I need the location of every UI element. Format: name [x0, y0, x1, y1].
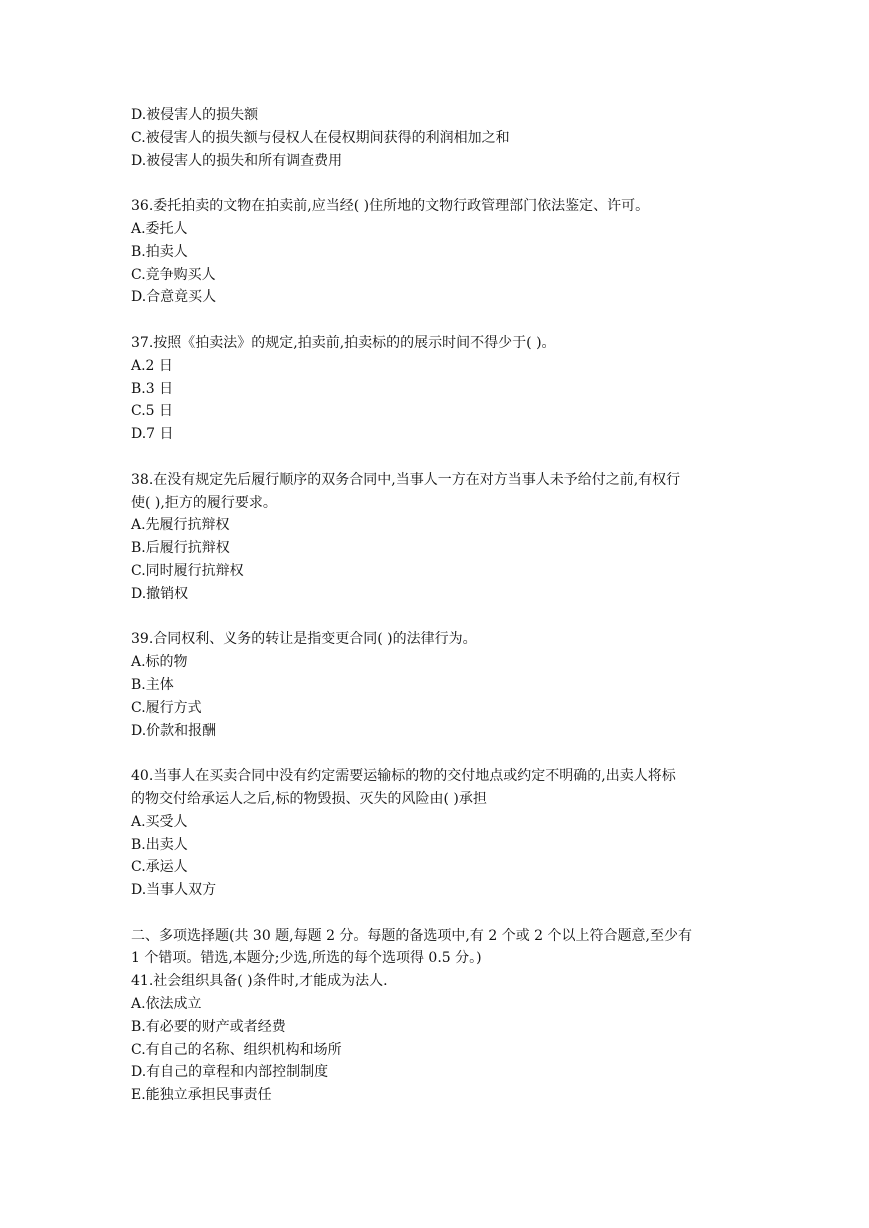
option-d: D.有自己的章程和内部控制制度: [131, 1064, 329, 1081]
section-heading-line-2: 1 个错项。错选,本题分;少选,所选的每个选项得 0.5 分。): [131, 950, 482, 967]
option-a: A.标的物: [131, 654, 188, 671]
option-c: C.5 日: [131, 403, 174, 420]
option-line: D.被侵害人的损失额: [131, 107, 259, 123]
option-a: A.先履行抗辩权: [131, 517, 230, 534]
question-stem-line-1: 40.当事人在买卖合同中没有约定需要运输标的物的交付地点或约定不明确的,出卖人将标: [131, 768, 676, 785]
option-line: D.被侵害人的损失和所有调查费用: [131, 152, 343, 169]
question-stem: 36.委托拍卖的文物在拍卖前,应当经( )住所地的文物行政管理部门依法鉴定、许可。: [131, 198, 650, 215]
question-stem-line-2: 的物交付给承运人之后,标的物毁损、灭失的风险由( )承担: [131, 790, 487, 807]
option-d: D.价款和报酬: [131, 722, 217, 739]
question-40: [131, 765, 741, 902]
option-b: B.出卖人: [131, 836, 188, 853]
question-38: [131, 469, 741, 606]
question-stem-line-1: 38.在没有规定先后履行顺序的双务合同中,当事人一方在对方当事人未予给付之前,有权行: [131, 471, 681, 488]
option-d: D.当事人双方: [131, 882, 217, 899]
option-a: A.买受人: [131, 813, 188, 830]
question-stem-line-2: 使( ),拒方的履行要求。: [131, 494, 277, 511]
question-41: [131, 970, 741, 1107]
section-heading-multiple-choice: [131, 925, 741, 971]
option-a: A.委托人: [131, 220, 188, 237]
option-line: C.被侵害人的损失额与侵权人在侵权期间获得的利润相加之和: [131, 129, 510, 146]
option-c: C.履行方式: [131, 699, 202, 716]
option-b: B.主体: [131, 676, 174, 693]
option-a: A.依法成立: [131, 996, 202, 1013]
option-b: B.有必要的财产或者经费: [131, 1018, 286, 1035]
question-37: [131, 332, 741, 446]
option-b: B.后履行抗辩权: [131, 540, 230, 557]
previous-question-options: [131, 104, 741, 172]
question-36: [131, 195, 741, 309]
question-39: [131, 628, 741, 742]
option-e: E.能独立承担民事责任: [131, 1087, 272, 1104]
question-stem: 39.合同权利、义务的转让是指变更合同( )的法律行为。: [131, 631, 477, 648]
option-d: D.7 日: [131, 426, 174, 443]
question-stem: 41.社会组织具备( )条件时,才能成为法人.: [131, 973, 388, 990]
section-heading-line-1: 二、多项选择题(共 30 题,每题 2 分。每题的备选项中,有 2 个或 2 个以上符合题意,至少有: [131, 927, 692, 944]
option-c: C.承运人: [131, 859, 188, 876]
option-c: C.同时履行抗辩权: [131, 562, 244, 579]
option-c: C.竞争购买人: [131, 266, 216, 283]
question-stem: 37.按照《拍卖法》的规定,拍卖前,拍卖标的的展示时间不得少于( )。: [131, 334, 556, 351]
option-a: A.2 日: [131, 357, 173, 374]
option-d: D.撤销权: [131, 585, 189, 602]
document-body: [131, 104, 741, 1107]
option-c: C.有自己的名称、组织机构和场所: [131, 1041, 342, 1058]
option-b: B.3 日: [131, 380, 174, 397]
option-d: D.合意竟买人: [131, 289, 217, 306]
option-b: B.拍卖人: [131, 243, 188, 260]
